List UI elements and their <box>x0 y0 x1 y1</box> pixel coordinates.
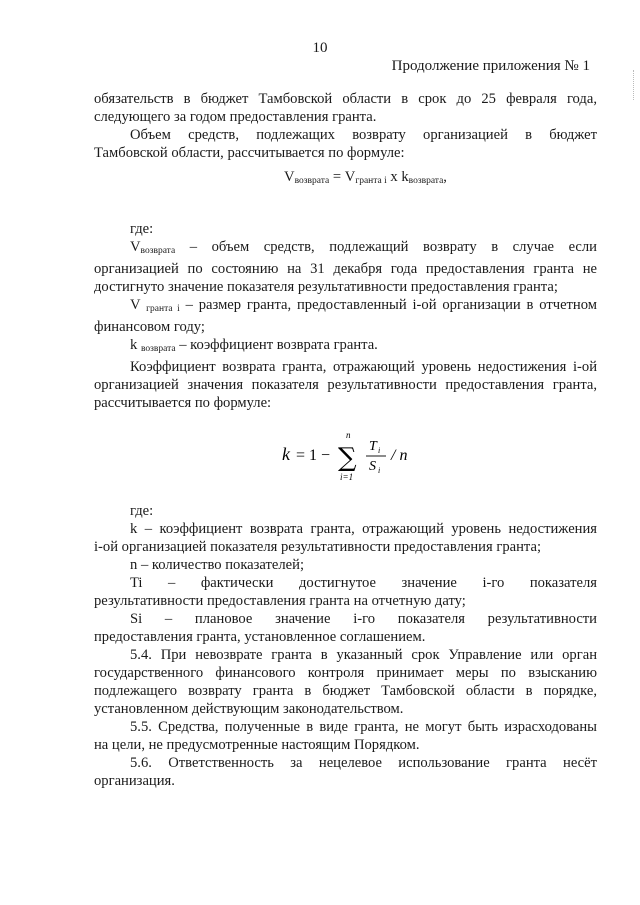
section-5-5-line: на цели, не предусмотренные настоящим Порядком. <box>94 737 420 753</box>
formula-subscript: гранта i <box>355 176 387 186</box>
section-5-5-line: 5.5. Средства, полученные в виде гранта, не могут быть израсходованы <box>130 719 597 735</box>
def-symbol: V <box>130 239 141 255</box>
def-subscript: возврата <box>140 344 176 354</box>
section-5-4-line: 5.4. При невозврате гранта в указанный срок Управление или орган <box>130 647 597 663</box>
definition-line: достигнуто значение показателя результативности предоставления гранта; <box>94 279 558 295</box>
section-5-4-line: подлежащего возврату гранта в бюджет Тамбовской области в порядке, <box>94 683 597 699</box>
sum-upper: n <box>346 430 351 440</box>
text-line: организацией значения показателя результативности предоставления гранта, <box>94 377 597 393</box>
text-line: Тамбовской области, рассчитывается по формуле: <box>94 145 405 161</box>
definition-line: Si – плановое значение i-го показателя результативности <box>130 611 597 627</box>
formula-operator: x <box>390 169 398 185</box>
denominator-index: i <box>378 466 381 475</box>
definition-line: i-ой организацией показателя результативности предоставления гранта; <box>94 539 542 555</box>
formula-operator: = <box>332 169 342 185</box>
def-text: – размер гранта, предоставленный i-ой организации в отчетном <box>185 297 598 313</box>
formula-symbol: V <box>284 169 295 185</box>
formula-subscript: возврата <box>294 176 330 186</box>
formula-one-minus: = 1 − <box>296 447 331 464</box>
sum-sign: ∑ <box>338 443 357 473</box>
fraction-denominator: S <box>369 459 376 474</box>
definition-line: финансовом году; <box>94 319 205 335</box>
formula-return-volume <box>94 168 597 190</box>
sum-lower: i=1 <box>340 472 354 482</box>
section-5-6-line: 5.6. Ответственность за нецелевое использование гранта несёт <box>130 755 597 771</box>
def-symbol: k <box>130 337 138 353</box>
formula-coefficient <box>94 428 597 484</box>
margin-mark <box>633 70 638 100</box>
definition-line <box>94 296 597 318</box>
formula-k: k <box>282 444 290 464</box>
text-line: рассчитывается по формуле: <box>94 395 272 411</box>
def-subscript: возврата <box>140 246 176 256</box>
formula-symbol: k <box>401 169 409 185</box>
def-symbol: V <box>130 297 141 313</box>
document-body <box>94 90 597 790</box>
definition-line: n – количество показателей; <box>130 557 305 573</box>
def-text: – коэффициент возврата гранта. <box>179 337 378 353</box>
definition-line <box>94 238 597 260</box>
definition-line <box>94 336 597 358</box>
formula-coefficient-svg <box>280 428 430 484</box>
where-label: где: <box>130 503 154 519</box>
text-line: Коэффициент возврата гранта, отражающий уровень недостижения i-ой <box>130 359 597 375</box>
formula-punctuation: , <box>443 169 447 185</box>
text-line: Объем средств, подлежащих возврату организацией в бюджет <box>130 127 597 143</box>
section-5-4-line: государственного финансового контроля принимает меры по взысканию <box>94 665 597 681</box>
def-text: – объем средств, подлежащий возврату в случае если <box>189 239 597 255</box>
where-label: где: <box>130 221 154 237</box>
formula-symbol: V <box>344 169 356 185</box>
definition-line: k – коэффициент возврата гранта, отражающий уровень недостижения <box>130 521 597 537</box>
formula-subscript: возврата <box>408 176 444 186</box>
definition-line: организацией по состоянию на 31 декабря года предоставления гранта не <box>94 261 597 277</box>
page-number: 10 <box>312 40 328 56</box>
numerator-index: i <box>378 446 381 455</box>
fraction-numerator: T <box>369 439 377 454</box>
text-line: следующего за годом предоставления гранта. <box>94 109 377 125</box>
definition-line: результативности предоставления гранта на отчетную дату; <box>94 593 466 609</box>
section-5-4-line: установленном действующим законодательством. <box>94 701 404 717</box>
def-subscript: гранта i <box>146 304 180 314</box>
definition-line: предоставления гранта, установленное соглашением. <box>94 629 426 645</box>
definition-line: Ti – фактически достигнутое значение i-го показателя <box>130 575 597 591</box>
text-line: обязательств в бюджет Тамбовской области в срок до 25 февраля года, <box>94 91 597 107</box>
appendix-continuation: Продолжение приложения № 1 <box>391 58 590 74</box>
section-5-6-line: организация. <box>94 773 175 789</box>
formula-div-n: / n <box>391 447 408 464</box>
